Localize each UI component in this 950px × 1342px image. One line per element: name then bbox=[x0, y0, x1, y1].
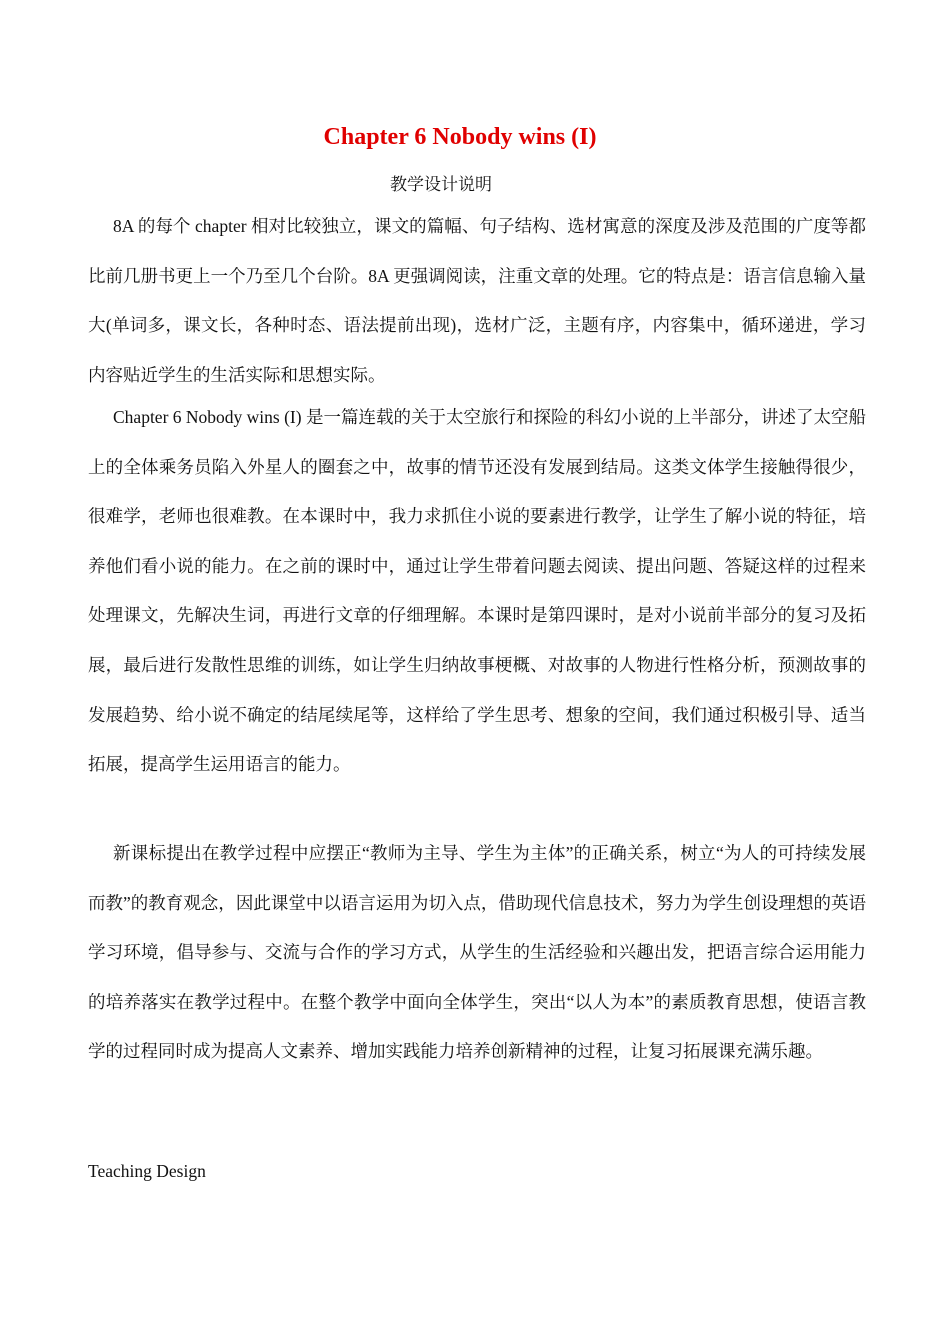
page-title: Chapter 6 Nobody wins (I) bbox=[323, 124, 597, 150]
paragraph-chapter-description: Chapter 6 Nobody wins (I) 是一篇连载的关于太空旅行和探险的科幻小说的上半部分，讲述了太空船上的全体乘务员陷入外星人的圈套之中，故事的情节还没有发展到结局。这类文体学生接触得很少，很难学，老师也很难教。在本课时中，我力求抓住小说的要素进行教学，让学生了解小说的特征，培养他们看小说的能力。在之前的课时中，通过让学生带着问题去阅读、提出问题、答疑这样的过程来处理课文，先解决生词，再进行文章的仔细理解。本课时是第四课时，是对小说前半部分的复习及拓展，最后进行发散性思维的训练，如让学生归纳故事梗概、对故事的人物进行性格分析，预测故事的发展趋势、给小说不确定的结尾续尾等，这样给了学生思考、想象的空间，我们通过积极引导、适当拓展，提高学生运用语言的能力。 bbox=[88, 407, 866, 775]
page-subtitle: 教学设计说明 bbox=[390, 175, 492, 194]
section-heading-teaching-design: Teaching Design bbox=[88, 1161, 206, 1181]
paragraph-intro: 8A 的每个 chapter 相对比较独立，课文的篇幅、句子结构、选材寓意的深度及涉及范围的广度等都比前几册书更上一个乃至几个台阶。8A 更强调阅读，注重文章的处理。它的特点是：语言信息输入量大(单词多，课文长，各种时态、语法提前出现)，选材广泛，主题有序，内容集中，循环递进，学习内容贴近学生的生活实际和思想实际。 bbox=[88, 216, 866, 385]
paragraph-curriculum-concept: 新课标提出在教学过程中应摆正“教师为主导、学生为主体”的正确关系，树立“为人的可持续发展而教”的教育观念，因此课堂中以语言运用为切入点，借助现代信息技术，努力为学生创设理想的英语学习环境，倡导参与、交流与合作的学习方式，从学生的生活经验和兴趣出发，把语言综合运用能力的培养落实在教学过程中。在整个教学中面向全体学生，突出“以人为本”的素质教育思想，使语言教学的过程同时成为提高人文素养、增加实践能力培养创新精神的过程，让复习拓展课充满乐趣。 bbox=[88, 843, 866, 1062]
